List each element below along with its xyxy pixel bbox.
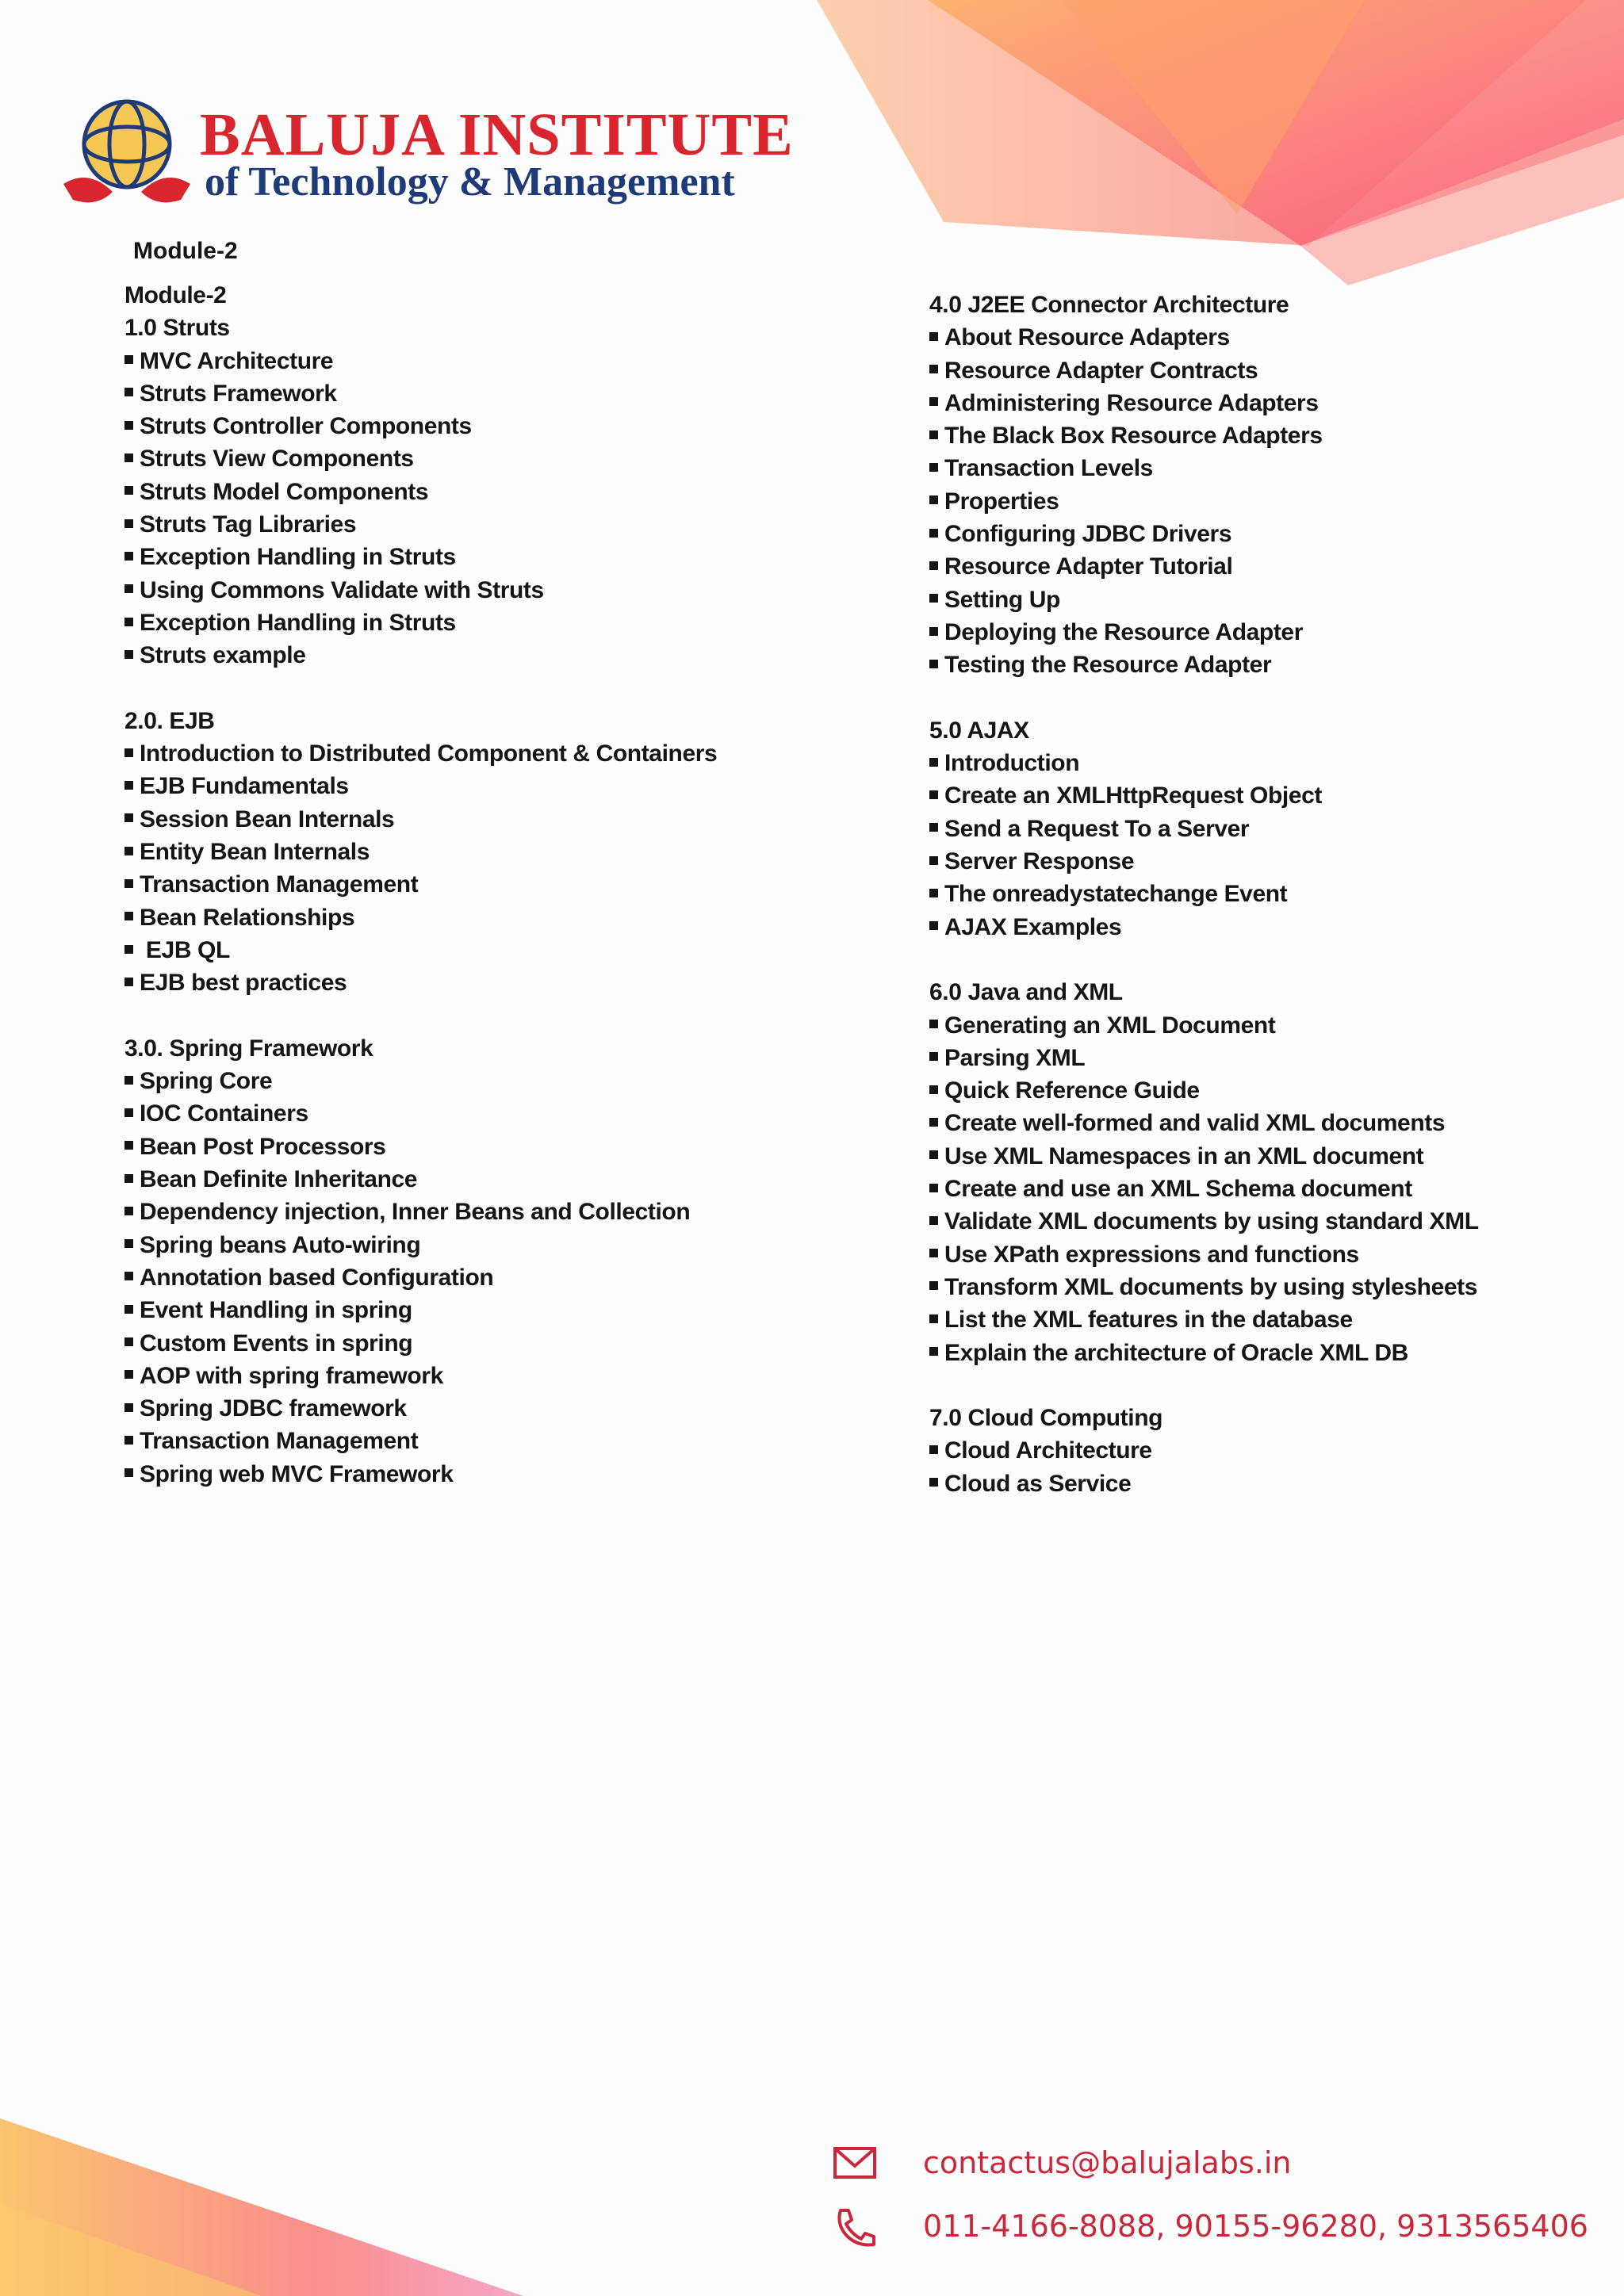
syllabus-item bbox=[124, 737, 838, 770]
syllabus-item bbox=[929, 1238, 1611, 1271]
bullet-icon bbox=[929, 1314, 938, 1323]
bullet-icon bbox=[124, 1108, 133, 1117]
bullet-icon bbox=[929, 660, 938, 668]
syllabus-item bbox=[124, 1458, 838, 1490]
syllabus-item-text: MVC Architecture bbox=[140, 347, 334, 374]
module-title: Module-2 bbox=[133, 238, 238, 264]
syllabus-item-text: Resource Adapter Contracts bbox=[944, 357, 1258, 384]
bullet-icon bbox=[929, 889, 938, 897]
syllabus-item bbox=[124, 345, 838, 377]
syllabus-item bbox=[124, 966, 838, 999]
syllabus-item bbox=[929, 1468, 1611, 1500]
syllabus-item bbox=[124, 901, 838, 934]
syllabus-item bbox=[929, 1271, 1611, 1303]
syllabus-item-text: Create well-formed and valid XML documents bbox=[944, 1110, 1446, 1137]
syllabus-item bbox=[929, 1042, 1611, 1074]
syllabus-item bbox=[124, 1392, 838, 1425]
bullet-icon bbox=[929, 430, 938, 439]
syllabus-item-text: Exception Handling in Struts bbox=[140, 544, 456, 571]
syllabus-item-text: Struts example bbox=[140, 642, 306, 669]
syllabus-item bbox=[124, 574, 838, 607]
syllabus-item-text: Annotation based Configuration bbox=[140, 1264, 494, 1291]
syllabus-item-text: Explain the architecture of Oracle XML DB bbox=[944, 1339, 1408, 1366]
bullet-icon bbox=[124, 1076, 133, 1085]
syllabus-item-text: Administering Resource Adapters bbox=[944, 389, 1319, 416]
bullet-icon bbox=[929, 594, 938, 603]
syllabus-item-text: The onreadystatechange Event bbox=[944, 881, 1288, 908]
syllabus-item bbox=[929, 1009, 1611, 1042]
syllabus-item-text: Struts Controller Components bbox=[140, 413, 472, 440]
syllabus-item bbox=[124, 836, 838, 868]
syllabus-item-text: Struts View Components bbox=[140, 446, 414, 473]
bullet-icon bbox=[124, 813, 133, 822]
syllabus-item-text: Struts Framework bbox=[140, 380, 337, 407]
bullet-icon bbox=[124, 748, 133, 757]
bullet-icon bbox=[124, 1370, 133, 1379]
bullet-icon bbox=[124, 453, 133, 462]
section-heading: 2.0. EJB bbox=[124, 707, 215, 734]
bullet-icon bbox=[124, 1337, 133, 1346]
globe-hands-logo-icon bbox=[57, 89, 200, 216]
syllabus-item bbox=[124, 1261, 838, 1294]
left-syllabus-column bbox=[124, 279, 838, 1490]
bullet-icon bbox=[124, 650, 133, 659]
syllabus-item-text: Testing the Resource Adapter bbox=[944, 652, 1272, 679]
bullet-icon bbox=[124, 1141, 133, 1150]
bullet-icon bbox=[929, 1478, 938, 1487]
syllabus-item-text: Transaction Management bbox=[140, 871, 419, 898]
syllabus-item-text: Use XPath expressions and functions bbox=[944, 1241, 1359, 1268]
syllabus-item bbox=[124, 377, 838, 410]
bullet-icon bbox=[124, 519, 133, 528]
syllabus-item-text: Introduction bbox=[944, 750, 1080, 777]
syllabus-item bbox=[124, 934, 838, 966]
syllabus-item-text: Entity Bean Internals bbox=[140, 839, 370, 866]
syllabus-item-text: Cloud Architecture bbox=[944, 1437, 1152, 1464]
bullet-icon bbox=[929, 1020, 938, 1028]
bullet-icon bbox=[124, 1468, 133, 1477]
syllabus-item-text: Create an XMLHttpRequest Object bbox=[944, 783, 1323, 809]
institute-tagline: of Technology & Management bbox=[205, 159, 735, 205]
syllabus-item bbox=[929, 485, 1611, 518]
syllabus-item bbox=[124, 1131, 838, 1163]
section-heading: 4.0 J2EE Connector Architecture bbox=[929, 292, 1289, 318]
syllabus-item-text: Create and use an XML Schema document bbox=[944, 1176, 1412, 1203]
section-heading: 7.0 Cloud Computing bbox=[929, 1405, 1163, 1432]
bullet-icon bbox=[929, 1184, 938, 1192]
syllabus-item-text: Configuring JDBC Drivers bbox=[944, 521, 1232, 548]
section-spacer bbox=[929, 682, 1611, 714]
bullet-icon bbox=[124, 912, 133, 920]
syllabus-item bbox=[124, 803, 838, 836]
syllabus-item-text: Session Bean Internals bbox=[140, 806, 395, 832]
syllabus-item bbox=[124, 476, 838, 508]
bullet-icon bbox=[124, 388, 133, 396]
syllabus-item-text: Spring Core bbox=[140, 1068, 273, 1095]
syllabus-item bbox=[124, 1294, 838, 1326]
syllabus-item bbox=[929, 747, 1611, 779]
section-spacer bbox=[929, 1369, 1611, 1402]
syllabus-item-text: Validate XML documents by using standard XML bbox=[944, 1208, 1479, 1235]
syllabus-item-text: Setting Up bbox=[944, 586, 1060, 613]
syllabus-item-text: Resource Adapter Tutorial bbox=[944, 553, 1233, 580]
bullet-icon bbox=[929, 463, 938, 472]
bullet-icon bbox=[929, 1118, 938, 1127]
syllabus-item-text: Parsing XML bbox=[944, 1044, 1086, 1071]
syllabus-item-text: Transform XML documents by using stylesheets bbox=[944, 1273, 1478, 1300]
syllabus-item bbox=[124, 1229, 838, 1261]
syllabus-item-text: Struts Model Components bbox=[140, 478, 429, 505]
syllabus-item bbox=[124, 1360, 838, 1392]
bullet-icon bbox=[124, 1272, 133, 1280]
bullet-icon bbox=[929, 365, 938, 373]
syllabus-item bbox=[929, 550, 1611, 583]
syllabus-item-text: Generating an XML Document bbox=[944, 1012, 1276, 1039]
syllabus-item-text: Bean Post Processors bbox=[140, 1133, 386, 1160]
mail-icon bbox=[833, 2144, 877, 2182]
syllabus-item-text: Properties bbox=[944, 488, 1059, 515]
section-heading: Module-2 bbox=[124, 282, 227, 308]
right-syllabus-column bbox=[929, 289, 1611, 1500]
syllabus-item-text: Using Commons Validate with Struts bbox=[140, 576, 544, 603]
bullet-icon bbox=[929, 921, 938, 930]
bullet-icon bbox=[929, 1249, 938, 1257]
section-spacer bbox=[929, 943, 1611, 976]
bullet-icon bbox=[124, 781, 133, 790]
syllabus-item-text: Exception Handling in Struts bbox=[140, 609, 456, 636]
syllabus-item bbox=[124, 639, 838, 672]
syllabus-item-text: Transaction Management bbox=[140, 1428, 419, 1455]
syllabus-item bbox=[124, 410, 838, 442]
syllabus-item-text: AJAX Examples bbox=[944, 913, 1122, 940]
syllabus-item bbox=[124, 1065, 838, 1097]
syllabus-item-text: List the XML features in the database bbox=[944, 1307, 1353, 1334]
bullet-icon bbox=[929, 1347, 938, 1356]
syllabus-item bbox=[929, 911, 1611, 943]
bullet-icon bbox=[929, 1281, 938, 1290]
syllabus-item bbox=[929, 1303, 1611, 1336]
bullet-icon bbox=[929, 397, 938, 406]
institute-name: BALUJA INSTITUTE bbox=[200, 101, 794, 168]
syllabus-item-text: Custom Events in spring bbox=[140, 1330, 413, 1357]
bullet-icon bbox=[929, 758, 938, 767]
syllabus-item bbox=[929, 649, 1611, 681]
section-heading: 6.0 Java and XML bbox=[929, 979, 1123, 1006]
syllabus-item bbox=[929, 1173, 1611, 1205]
syllabus-item-text: Spring beans Auto-wiring bbox=[140, 1231, 421, 1258]
bullet-icon bbox=[929, 1216, 938, 1225]
syllabus-item-text: Struts Tag Libraries bbox=[140, 511, 357, 538]
syllabus-item-text: Dependency injection, Inner Beans and Collection bbox=[140, 1199, 691, 1226]
bullet-icon bbox=[929, 529, 938, 538]
syllabus-item bbox=[929, 1140, 1611, 1173]
bullet-icon bbox=[124, 1436, 133, 1445]
syllabus-item bbox=[929, 616, 1611, 649]
syllabus-item-text: Bean Definite Inheritance bbox=[140, 1166, 418, 1193]
bullet-icon bbox=[124, 1305, 133, 1314]
bullet-icon bbox=[124, 1403, 133, 1412]
bullet-icon bbox=[124, 978, 133, 986]
syllabus-item-text: Transaction Levels bbox=[944, 455, 1153, 482]
syllabus-item-text: The Black Box Resource Adapters bbox=[944, 423, 1323, 450]
syllabus-item-text: Server Response bbox=[944, 848, 1135, 875]
syllabus-item bbox=[124, 1196, 838, 1228]
bullet-icon bbox=[124, 421, 133, 430]
bullet-icon bbox=[929, 332, 938, 341]
syllabus-item bbox=[929, 321, 1611, 354]
bullet-icon bbox=[124, 486, 133, 495]
syllabus-item-text: IOC Containers bbox=[140, 1100, 308, 1127]
bullet-icon bbox=[124, 1207, 133, 1215]
syllabus-item bbox=[124, 1163, 838, 1196]
bullet-icon bbox=[124, 945, 133, 954]
syllabus-item-text: EJB Fundamentals bbox=[140, 773, 349, 800]
bullet-icon bbox=[124, 584, 133, 593]
syllabus-item-text: Quick Reference Guide bbox=[944, 1077, 1200, 1104]
syllabus-item bbox=[124, 1425, 838, 1457]
bullet-icon bbox=[124, 355, 133, 364]
bullet-icon bbox=[124, 879, 133, 888]
bullet-icon bbox=[929, 790, 938, 799]
bullet-icon bbox=[124, 552, 133, 561]
bullet-icon bbox=[929, 1085, 938, 1094]
syllabus-item bbox=[124, 1327, 838, 1360]
bullet-icon bbox=[124, 618, 133, 626]
syllabus-item-text: Introduction to Distributed Component & Containers bbox=[140, 740, 718, 767]
bullet-icon bbox=[124, 1174, 133, 1183]
bullet-icon bbox=[929, 1150, 938, 1159]
syllabus-item-text: Cloud as Service bbox=[944, 1470, 1132, 1497]
syllabus-item bbox=[124, 868, 838, 901]
bullet-icon bbox=[929, 496, 938, 504]
section-heading: 3.0. Spring Framework bbox=[124, 1035, 373, 1062]
syllabus-item-text: Bean Relationships bbox=[140, 904, 355, 931]
syllabus-item-text: Event Handling in spring bbox=[140, 1297, 412, 1324]
section-heading: 1.0 Struts bbox=[124, 315, 230, 342]
syllabus-item-text: Spring web MVC Framework bbox=[140, 1460, 454, 1487]
syllabus-item-text: AOP with spring framework bbox=[140, 1362, 443, 1389]
section-spacer bbox=[124, 1000, 838, 1032]
syllabus-item bbox=[124, 770, 838, 802]
syllabus-item bbox=[929, 354, 1611, 387]
syllabus-item bbox=[929, 878, 1611, 910]
syllabus-item bbox=[929, 387, 1611, 419]
section-spacer bbox=[124, 672, 838, 705]
syllabus-item bbox=[124, 607, 838, 639]
syllabus-item bbox=[929, 1205, 1611, 1238]
syllabus-item bbox=[124, 508, 838, 541]
syllabus-item-text: Send a Request To a Server bbox=[944, 815, 1250, 842]
section-heading: 5.0 AJAX bbox=[929, 717, 1029, 744]
syllabus-item bbox=[929, 1434, 1611, 1467]
bullet-icon bbox=[929, 856, 938, 865]
bullet-icon bbox=[929, 1445, 938, 1454]
syllabus-item bbox=[929, 452, 1611, 484]
syllabus-item-text: EJB best practices bbox=[140, 970, 347, 997]
syllabus-item bbox=[929, 1337, 1611, 1369]
bullet-icon bbox=[929, 561, 938, 570]
syllabus-item bbox=[929, 1074, 1611, 1107]
syllabus-item bbox=[929, 813, 1611, 845]
syllabus-item-text: Deploying the Resource Adapter bbox=[944, 618, 1303, 645]
bullet-icon bbox=[929, 627, 938, 636]
bullet-icon bbox=[124, 847, 133, 855]
syllabus-item-text: About Resource Adapters bbox=[944, 324, 1230, 351]
bullet-icon bbox=[124, 1239, 133, 1248]
syllabus-item bbox=[929, 419, 1611, 452]
syllabus-item bbox=[929, 779, 1611, 812]
syllabus-item bbox=[929, 845, 1611, 878]
syllabus-item-text: Spring JDBC framework bbox=[140, 1395, 407, 1422]
syllabus-item-text: EJB QL bbox=[140, 936, 230, 963]
institute-logo bbox=[57, 89, 794, 216]
bullet-icon bbox=[929, 823, 938, 832]
syllabus-item-text: Use XML Namespaces in an XML document bbox=[944, 1142, 1424, 1169]
bullet-icon bbox=[929, 1052, 938, 1061]
email-link[interactable]: contactus@balujalabs.in bbox=[923, 2145, 1292, 2180]
syllabus-item bbox=[124, 541, 838, 573]
syllabus-item bbox=[124, 1097, 838, 1130]
phone-numbers: 011-4166-8088, 90155-96280, 9313565406 bbox=[923, 2209, 1588, 2244]
syllabus-item bbox=[929, 584, 1611, 616]
syllabus-item bbox=[929, 1107, 1611, 1139]
phone-icon bbox=[833, 2207, 877, 2248]
syllabus-item bbox=[929, 518, 1611, 550]
syllabus-item bbox=[124, 442, 838, 475]
